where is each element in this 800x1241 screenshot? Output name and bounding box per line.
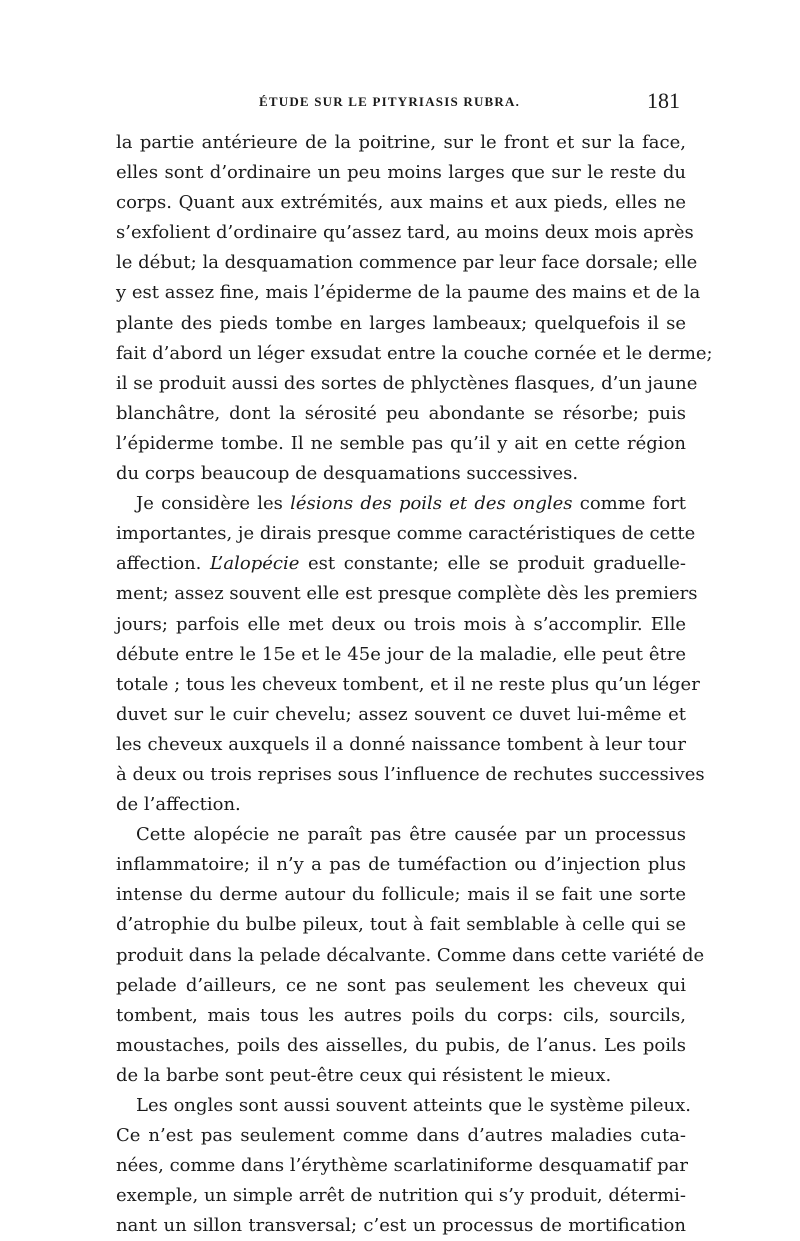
text-line: à deux ou trois reprises sous l’influence de rechutes successives: [116, 763, 705, 785]
text-line: importantes, je dirais presque comme caractéristiques de cette: [116, 523, 696, 545]
text-line: [116, 549, 686, 579]
text-line: jours; parfois elle met deux ou trois mois à s’accomplir. Elle: [116, 613, 686, 635]
text-line: Ce n’est pas seulement comme dans d’autres maladies cuta-: [116, 1125, 686, 1147]
text-line: il se produit aussi des sortes de phlyctènes flasques, d’un jaune: [116, 372, 698, 394]
text-line: de l’affection.: [116, 794, 241, 816]
text-run: affection.: [116, 553, 202, 575]
body-text: [116, 128, 713, 1241]
book-page: [116, 88, 713, 1241]
text-line: fait d’abord un léger exsudat entre la couche cornée et le derme;: [116, 342, 713, 364]
text-line: exemple, un simple arrêt de nutrition qui s’y produit, détermi-: [116, 1185, 686, 1207]
text-line: l’épiderme tombe. Il ne semble pas qu’il y ait en cette région: [116, 432, 686, 454]
text-run: est constante; elle se produit graduelle-: [307, 553, 686, 575]
text-line: s’exfolient d’ordinaire qu’assez tard, au moins deux mois après: [116, 222, 694, 244]
running-title: ÉTUDE SUR LE PITYRIASIS RUBRA.: [259, 94, 521, 109]
text-line: Cette alopécie ne paraît pas être causée par un processus: [136, 824, 686, 846]
text-line: moustaches, poils des aisselles, du pubis, de l’anus. Les poils: [116, 1034, 686, 1056]
text-line: plante des pieds tombe en larges lambeaux; quelquefois il se: [116, 312, 686, 334]
text-line: produit dans la pelade décalvante. Comme dans cette variété de: [116, 944, 705, 966]
page-number: 181: [647, 88, 680, 113]
text-line: de la barbe sont peut-être ceux qui résistent le mieux.: [116, 1064, 612, 1086]
text-line: d’atrophie du bulbe pileux, tout à fait semblable à celle qui se: [116, 914, 686, 936]
text-run: comme fort: [579, 493, 686, 515]
text-line: intense du derme autour du follicule; mais il se fait une sorte: [116, 884, 686, 906]
text-line: totale ; tous les cheveux tombent, et il ne reste plus qu’un léger: [116, 673, 700, 695]
text-line: nées, comme dans l’érythème scarlatiniforme desquamatif par: [116, 1155, 688, 1177]
italic-text: lésions des poils et des ongles: [290, 493, 573, 515]
running-head: [116, 88, 686, 128]
text-line: inflammatoire; il n’y a pas de tuméfaction ou d’injection plus: [116, 854, 686, 876]
text-line: du corps beaucoup de desquamations successives.: [116, 463, 579, 485]
text-line: les cheveux auxquels il a donné naissance tombent à leur tour: [116, 733, 686, 755]
text-line: blanchâtre, dont la sérosité peu abondante se résorbe; puis: [116, 402, 686, 424]
text-line: corps. Quant aux extrémités, aux mains et aux pieds, elles ne: [116, 192, 686, 214]
text-line: tombent, mais tous les autres poils du corps: cils, sourcils,: [116, 1004, 686, 1026]
text-line: elles sont d’ordinaire un peu moins larges que sur le reste du: [116, 162, 686, 184]
text-line: y est assez fine, mais l’épiderme de la paume des mains et de la: [116, 282, 701, 304]
text-line: nant un sillon transversal; c’est un processus de mortification: [116, 1215, 686, 1237]
text-line: débute entre le 15e et le 45e jour de la maladie, elle peut être: [116, 643, 686, 665]
italic-text: L’alopécie: [210, 553, 300, 575]
text-line: la partie antérieure de la poitrine, sur le front et sur la face,: [116, 132, 686, 153]
text-line: pelade d’ailleurs, ce ne sont pas seulement les cheveux qui: [116, 974, 686, 996]
text-line: duvet sur le cuir chevelu; assez souvent ce duvet lui-même et: [116, 703, 686, 725]
text-line: le début; la desquamation commence par leur face dorsale; elle: [116, 252, 698, 274]
text-line: ment; assez souvent elle est presque complète dès les premiers: [116, 583, 698, 605]
text-line: Les ongles sont aussi souvent atteints que le système pileux.: [136, 1095, 691, 1116]
text-run: Je considère les: [136, 493, 283, 515]
text-line: [116, 489, 686, 519]
